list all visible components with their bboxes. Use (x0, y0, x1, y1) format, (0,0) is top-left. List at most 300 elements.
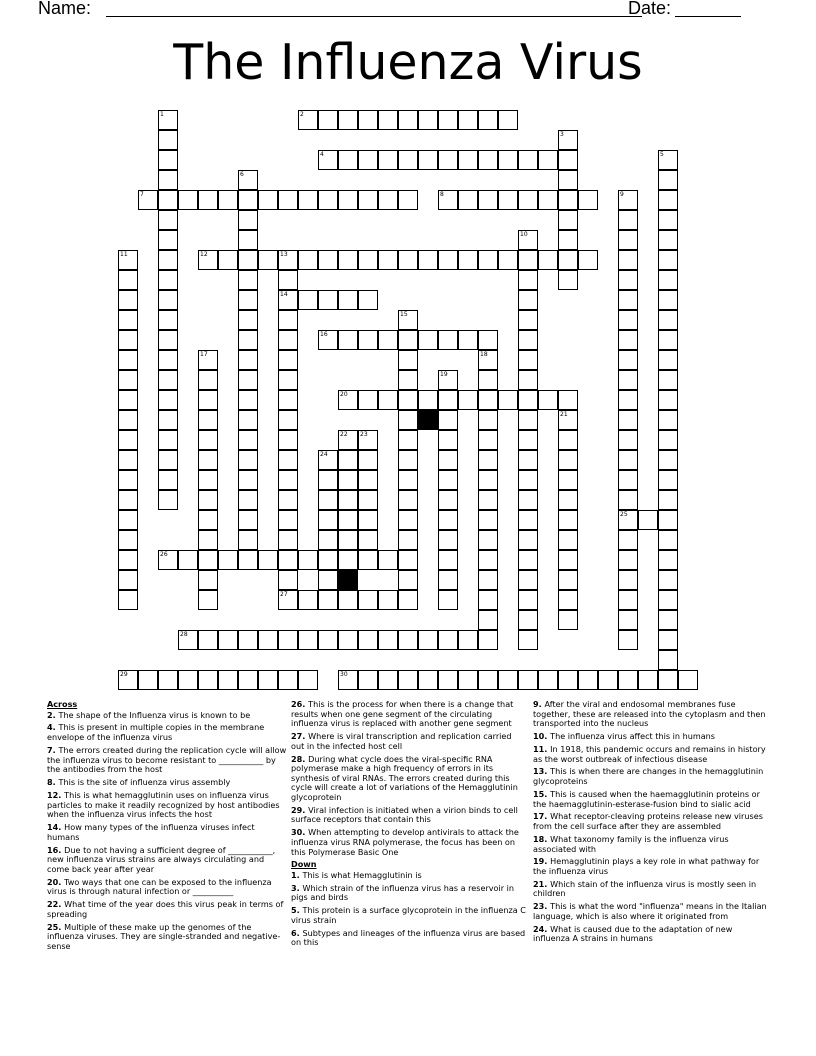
grid-cell[interactable] (658, 650, 678, 670)
grid-cell[interactable] (398, 310, 418, 330)
grid-cell[interactable] (578, 670, 598, 690)
grid-cell[interactable] (318, 110, 338, 130)
grid-cell[interactable] (478, 670, 498, 690)
grid-cell[interactable] (158, 230, 178, 250)
grid-cell[interactable] (238, 630, 258, 650)
grid-cell[interactable] (358, 630, 378, 650)
grid-cell[interactable] (558, 150, 578, 170)
grid-cell[interactable] (498, 150, 518, 170)
grid-cell[interactable] (618, 430, 638, 450)
grid-cell[interactable] (158, 130, 178, 150)
grid-cell[interactable] (478, 330, 498, 350)
grid-cell[interactable] (118, 330, 138, 350)
grid-cell[interactable] (618, 190, 638, 210)
grid-cell[interactable] (358, 190, 378, 210)
grid-cell[interactable] (358, 530, 378, 550)
grid-cell[interactable] (278, 410, 298, 430)
grid-cell[interactable] (338, 450, 358, 470)
grid-cell[interactable] (418, 390, 438, 410)
grid-cell[interactable] (358, 470, 378, 490)
grid-cell[interactable] (358, 150, 378, 170)
grid-cell[interactable] (318, 590, 338, 610)
grid-cell[interactable] (118, 410, 138, 430)
grid-cell[interactable] (478, 490, 498, 510)
grid-cell[interactable] (318, 190, 338, 210)
grid-cell[interactable] (238, 550, 258, 570)
grid-cell[interactable] (618, 310, 638, 330)
grid-cell[interactable] (278, 350, 298, 370)
grid-cell[interactable] (238, 210, 258, 230)
grid-cell[interactable] (438, 470, 458, 490)
grid-cell[interactable] (238, 230, 258, 250)
grid-cell[interactable] (318, 550, 338, 570)
grid-cell[interactable] (318, 510, 338, 530)
grid-cell[interactable] (278, 590, 298, 610)
grid-cell[interactable] (338, 250, 358, 270)
grid-cell[interactable] (618, 210, 638, 230)
grid-cell[interactable] (618, 270, 638, 290)
grid-cell[interactable] (498, 190, 518, 210)
grid-cell[interactable] (338, 490, 358, 510)
grid-cell[interactable] (318, 470, 338, 490)
grid-cell[interactable] (478, 610, 498, 630)
grid-cell[interactable] (518, 570, 538, 590)
grid-cell[interactable] (238, 450, 258, 470)
grid-cell[interactable] (118, 670, 138, 690)
grid-cell[interactable] (398, 350, 418, 370)
grid-cell[interactable] (118, 250, 138, 270)
grid-cell[interactable] (118, 590, 138, 610)
grid-cell[interactable] (678, 670, 698, 690)
grid-cell[interactable] (378, 670, 398, 690)
grid-cell[interactable] (658, 670, 678, 690)
grid-cell[interactable] (498, 250, 518, 270)
grid-cell[interactable] (358, 290, 378, 310)
grid-cell[interactable] (518, 250, 538, 270)
grid-cell[interactable] (438, 190, 458, 210)
grid-cell[interactable] (238, 310, 258, 330)
grid-cell[interactable] (518, 550, 538, 570)
grid-cell[interactable] (378, 250, 398, 270)
grid-cell[interactable] (118, 390, 138, 410)
grid-cell[interactable] (118, 450, 138, 470)
grid-cell[interactable] (238, 510, 258, 530)
grid-cell[interactable] (358, 590, 378, 610)
grid-cell[interactable] (458, 190, 478, 210)
grid-cell[interactable] (358, 450, 378, 470)
grid-cell[interactable] (278, 490, 298, 510)
grid-cell[interactable] (118, 510, 138, 530)
grid-cell[interactable] (558, 430, 578, 450)
grid-cell[interactable] (238, 410, 258, 430)
grid-cell[interactable] (258, 630, 278, 650)
grid-cell[interactable] (118, 490, 138, 510)
grid-cell[interactable] (258, 670, 278, 690)
grid-cell[interactable] (518, 230, 538, 250)
grid-cell[interactable] (378, 550, 398, 570)
grid-cell[interactable] (238, 250, 258, 270)
grid-cell[interactable] (558, 610, 578, 630)
grid-cell[interactable] (398, 410, 418, 430)
grid-cell[interactable] (638, 670, 658, 690)
grid-cell[interactable] (118, 550, 138, 570)
grid-cell[interactable] (658, 190, 678, 210)
grid-cell[interactable] (278, 330, 298, 350)
grid-cell[interactable] (538, 150, 558, 170)
grid-cell[interactable] (278, 570, 298, 590)
grid-cell[interactable] (618, 330, 638, 350)
grid-cell[interactable] (618, 290, 638, 310)
grid-cell[interactable] (278, 670, 298, 690)
grid-cell[interactable] (238, 490, 258, 510)
grid-cell[interactable] (458, 110, 478, 130)
grid-cell[interactable] (278, 550, 298, 570)
grid-cell[interactable] (518, 270, 538, 290)
grid-cell[interactable] (318, 630, 338, 650)
grid-cell[interactable] (618, 390, 638, 410)
grid-cell[interactable] (618, 590, 638, 610)
grid-cell[interactable] (398, 110, 418, 130)
grid-cell[interactable] (118, 530, 138, 550)
grid-cell[interactable] (558, 390, 578, 410)
grid-cell[interactable] (158, 210, 178, 230)
grid-cell[interactable] (198, 670, 218, 690)
grid-cell[interactable] (618, 470, 638, 490)
grid-cell[interactable] (358, 670, 378, 690)
grid-cell[interactable] (558, 590, 578, 610)
grid-cell[interactable] (278, 510, 298, 530)
grid-cell[interactable] (318, 490, 338, 510)
grid-cell[interactable] (458, 630, 478, 650)
grid-cell[interactable] (498, 390, 518, 410)
grid-cell[interactable] (118, 270, 138, 290)
grid-cell[interactable] (658, 350, 678, 370)
grid-cell[interactable] (158, 250, 178, 270)
grid-cell[interactable] (198, 630, 218, 650)
grid-cell[interactable] (158, 390, 178, 410)
grid-cell[interactable] (518, 510, 538, 530)
grid-cell[interactable] (298, 110, 318, 130)
grid-cell[interactable] (238, 350, 258, 370)
grid-cell[interactable] (118, 570, 138, 590)
grid-cell[interactable] (558, 530, 578, 550)
grid-cell[interactable] (658, 330, 678, 350)
grid-cell[interactable] (338, 530, 358, 550)
grid-cell[interactable] (338, 630, 358, 650)
grid-cell[interactable] (158, 350, 178, 370)
grid-cell[interactable] (478, 450, 498, 470)
grid-cell[interactable] (278, 430, 298, 450)
grid-cell[interactable] (238, 670, 258, 690)
grid-cell[interactable] (478, 250, 498, 270)
grid-cell[interactable] (418, 330, 438, 350)
grid-cell[interactable] (458, 330, 478, 350)
grid-cell[interactable] (118, 430, 138, 450)
grid-cell[interactable] (178, 550, 198, 570)
grid-cell[interactable] (198, 550, 218, 570)
grid-cell[interactable] (658, 470, 678, 490)
grid-cell[interactable] (438, 330, 458, 350)
grid-cell[interactable] (478, 150, 498, 170)
grid-cell[interactable] (138, 190, 158, 210)
grid-cell[interactable] (198, 470, 218, 490)
grid-cell[interactable] (558, 670, 578, 690)
grid-cell[interactable] (598, 670, 618, 690)
grid-cell[interactable] (658, 610, 678, 630)
grid-cell[interactable] (398, 430, 418, 450)
grid-cell[interactable] (658, 630, 678, 650)
grid-cell[interactable] (478, 590, 498, 610)
grid-cell[interactable] (338, 190, 358, 210)
grid-cell[interactable] (318, 150, 338, 170)
grid-cell[interactable] (558, 570, 578, 590)
grid-cell[interactable] (118, 310, 138, 330)
grid-cell[interactable] (658, 510, 678, 530)
grid-cell[interactable] (558, 190, 578, 210)
grid-cell[interactable] (338, 290, 358, 310)
grid-cell[interactable] (158, 450, 178, 470)
grid-cell[interactable] (358, 490, 378, 510)
grid-cell[interactable] (398, 470, 418, 490)
grid-cell[interactable] (278, 370, 298, 390)
grid-cell[interactable] (238, 370, 258, 390)
grid-cell[interactable] (418, 630, 438, 650)
grid-cell[interactable] (518, 450, 538, 470)
grid-cell[interactable] (118, 470, 138, 490)
grid-cell[interactable] (258, 190, 278, 210)
grid-cell[interactable] (658, 530, 678, 550)
grid-cell[interactable] (238, 330, 258, 350)
grid-cell[interactable] (578, 250, 598, 270)
grid-cell[interactable] (518, 370, 538, 390)
grid-cell[interactable] (338, 390, 358, 410)
grid-cell[interactable] (518, 670, 538, 690)
grid-cell[interactable] (298, 550, 318, 570)
grid-cell[interactable] (438, 590, 458, 610)
grid-cell[interactable] (378, 190, 398, 210)
grid-cell[interactable] (478, 430, 498, 450)
grid-cell[interactable] (478, 350, 498, 370)
grid-cell[interactable] (318, 450, 338, 470)
grid-cell[interactable] (398, 550, 418, 570)
grid-cell[interactable] (398, 190, 418, 210)
grid-cell[interactable] (658, 430, 678, 450)
grid-cell[interactable] (538, 390, 558, 410)
grid-cell[interactable] (278, 630, 298, 650)
grid-cell[interactable] (158, 170, 178, 190)
grid-cell[interactable] (658, 310, 678, 330)
grid-cell[interactable] (398, 570, 418, 590)
grid-cell[interactable] (158, 370, 178, 390)
grid-cell[interactable] (518, 290, 538, 310)
grid-cell[interactable] (658, 210, 678, 230)
grid-cell[interactable] (198, 590, 218, 610)
grid-cell[interactable] (418, 250, 438, 270)
grid-cell[interactable] (558, 250, 578, 270)
grid-cell[interactable] (518, 390, 538, 410)
grid-cell[interactable] (518, 430, 538, 450)
grid-cell[interactable] (238, 190, 258, 210)
grid-cell[interactable] (158, 470, 178, 490)
grid-cell[interactable] (518, 150, 538, 170)
grid-cell[interactable] (238, 270, 258, 290)
grid-cell[interactable] (358, 390, 378, 410)
grid-cell[interactable] (518, 190, 538, 210)
grid-cell[interactable] (198, 350, 218, 370)
grid-cell[interactable] (198, 490, 218, 510)
grid-cell[interactable] (438, 390, 458, 410)
grid-cell[interactable] (458, 250, 478, 270)
grid-cell[interactable] (378, 590, 398, 610)
grid-cell[interactable] (438, 570, 458, 590)
grid-cell[interactable] (298, 290, 318, 310)
grid-cell[interactable] (278, 470, 298, 490)
grid-cell[interactable] (398, 590, 418, 610)
grid-cell[interactable] (438, 450, 458, 470)
grid-cell[interactable] (558, 130, 578, 150)
grid-cell[interactable] (618, 610, 638, 630)
grid-cell[interactable] (438, 250, 458, 270)
grid-cell[interactable] (538, 190, 558, 210)
grid-cell[interactable] (318, 290, 338, 310)
grid-cell[interactable] (618, 630, 638, 650)
grid-cell[interactable] (398, 250, 418, 270)
grid-cell[interactable] (658, 570, 678, 590)
grid-cell[interactable] (358, 330, 378, 350)
grid-cell[interactable] (218, 190, 238, 210)
grid-cell[interactable] (478, 510, 498, 530)
grid-cell[interactable] (358, 430, 378, 450)
grid-cell[interactable] (518, 590, 538, 610)
grid-cell[interactable] (158, 150, 178, 170)
grid-cell[interactable] (338, 430, 358, 450)
grid-cell[interactable] (278, 290, 298, 310)
grid-cell[interactable] (278, 390, 298, 410)
grid-cell[interactable] (198, 530, 218, 550)
grid-cell[interactable] (518, 470, 538, 490)
grid-cell[interactable] (238, 290, 258, 310)
grid-cell[interactable] (378, 330, 398, 350)
grid-cell[interactable] (558, 230, 578, 250)
grid-cell[interactable] (238, 430, 258, 450)
grid-cell[interactable] (198, 370, 218, 390)
grid-cell[interactable] (578, 190, 598, 210)
grid-cell[interactable] (438, 550, 458, 570)
grid-cell[interactable] (378, 630, 398, 650)
grid-cell[interactable] (438, 630, 458, 650)
grid-cell[interactable] (358, 250, 378, 270)
grid-cell[interactable] (438, 510, 458, 530)
grid-cell[interactable] (518, 410, 538, 430)
grid-cell[interactable] (218, 250, 238, 270)
grid-cell[interactable] (438, 370, 458, 390)
grid-cell[interactable] (158, 330, 178, 350)
grid-cell[interactable] (658, 250, 678, 270)
grid-cell[interactable] (658, 270, 678, 290)
grid-cell[interactable] (118, 370, 138, 390)
grid-cell[interactable] (338, 510, 358, 530)
grid-cell[interactable] (278, 310, 298, 330)
grid-cell[interactable] (458, 670, 478, 690)
grid-cell[interactable] (538, 250, 558, 270)
grid-cell[interactable] (278, 530, 298, 550)
grid-cell[interactable] (518, 530, 538, 550)
grid-cell[interactable] (158, 550, 178, 570)
grid-cell[interactable] (618, 410, 638, 430)
grid-cell[interactable] (658, 410, 678, 430)
grid-cell[interactable] (498, 670, 518, 690)
grid-cell[interactable] (658, 590, 678, 610)
grid-cell[interactable] (238, 390, 258, 410)
grid-cell[interactable] (278, 250, 298, 270)
grid-cell[interactable] (638, 510, 658, 530)
grid-cell[interactable] (358, 110, 378, 130)
grid-cell[interactable] (158, 290, 178, 310)
grid-cell[interactable] (478, 110, 498, 130)
grid-cell[interactable] (298, 630, 318, 650)
grid-cell[interactable] (158, 110, 178, 130)
grid-cell[interactable] (258, 550, 278, 570)
grid-cell[interactable] (478, 530, 498, 550)
grid-cell[interactable] (198, 390, 218, 410)
grid-cell[interactable] (478, 390, 498, 410)
grid-cell[interactable] (438, 670, 458, 690)
grid-cell[interactable] (178, 670, 198, 690)
grid-cell[interactable] (358, 510, 378, 530)
grid-cell[interactable] (198, 510, 218, 530)
grid-cell[interactable] (218, 670, 238, 690)
grid-cell[interactable] (198, 450, 218, 470)
grid-cell[interactable] (378, 390, 398, 410)
grid-cell[interactable] (398, 670, 418, 690)
grid-cell[interactable] (438, 430, 458, 450)
grid-cell[interactable] (418, 110, 438, 130)
grid-cell[interactable] (438, 150, 458, 170)
grid-cell[interactable] (318, 530, 338, 550)
grid-cell[interactable] (658, 490, 678, 510)
grid-cell[interactable] (558, 170, 578, 190)
grid-cell[interactable] (658, 170, 678, 190)
grid-cell[interactable] (378, 150, 398, 170)
grid-cell[interactable] (398, 630, 418, 650)
grid-cell[interactable] (418, 150, 438, 170)
grid-cell[interactable] (518, 630, 538, 650)
grid-cell[interactable] (658, 290, 678, 310)
grid-cell[interactable] (398, 150, 418, 170)
grid-cell[interactable] (518, 330, 538, 350)
grid-cell[interactable] (298, 670, 318, 690)
grid-cell[interactable] (298, 250, 318, 270)
grid-cell[interactable] (478, 370, 498, 390)
grid-cell[interactable] (398, 510, 418, 530)
grid-cell[interactable] (238, 170, 258, 190)
grid-cell[interactable] (478, 550, 498, 570)
grid-cell[interactable] (318, 330, 338, 350)
grid-cell[interactable] (518, 350, 538, 370)
grid-cell[interactable] (478, 190, 498, 210)
grid-cell[interactable] (218, 550, 238, 570)
grid-cell[interactable] (518, 490, 538, 510)
grid-cell[interactable] (558, 490, 578, 510)
grid-cell[interactable] (558, 210, 578, 230)
grid-cell[interactable] (618, 490, 638, 510)
grid-cell[interactable] (558, 510, 578, 530)
grid-cell[interactable] (178, 630, 198, 650)
grid-cell[interactable] (518, 310, 538, 330)
grid-cell[interactable] (238, 530, 258, 550)
grid-cell[interactable] (198, 570, 218, 590)
grid-cell[interactable] (538, 670, 558, 690)
